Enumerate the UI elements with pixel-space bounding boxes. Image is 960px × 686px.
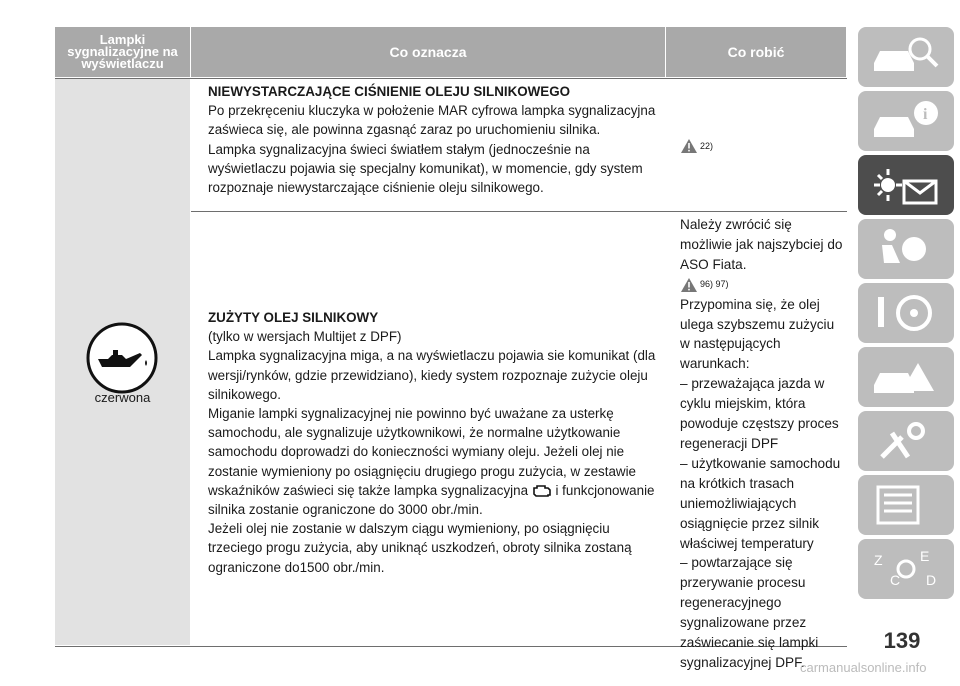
tab-service[interactable]	[858, 411, 954, 471]
row2-action3: – przeważająca jazda w cyklu miejskim, która powoduje częstszy proces regeneracji DPF	[680, 376, 839, 451]
tab-emergency[interactable]	[858, 347, 954, 407]
row1-warning-ref: 22)	[700, 141, 714, 151]
tab-index[interactable]	[858, 539, 954, 599]
svg-text:D: D	[926, 572, 937, 588]
page-number: 139	[883, 628, 921, 653]
row1-para2: Lampka sygnalizacyjna świeci światłem stałym (jednocześnie na wyświetlaczu pojawia się specjalny komunikat), w momencie, gdy system rozpoznaje niewystarczające ciśnienie oleju silnikowego.	[208, 141, 643, 196]
warning-triangle-icon	[680, 138, 698, 154]
svg-text:C: C	[890, 572, 901, 588]
row2-actions	[680, 215, 846, 673]
row2-action2: Przypomina się, że olej ulega szybszemu zużyciu w następujących warunkach:	[680, 296, 835, 372]
header-meaning	[191, 27, 665, 77]
seat-airbag-icon	[868, 225, 944, 273]
table-rule-top	[55, 78, 847, 79]
row1-meaning	[208, 82, 658, 197]
row2-para2b: i funkcjonowanie silnika zostanie ograniczone do 3000 obr./min.	[208, 482, 655, 518]
row2-para1: Lampka sygnalizacyjna miga, a na wyświetlaczu pojawia sie komunikat (dla wersji/rynków, gdzie przewidziano), kiedy system rozpoznaje zużycie oleju silnikowego.	[208, 348, 656, 402]
engine-icon	[532, 483, 552, 498]
row2-para3: Jeżeli olej nie zostanie w dalszym ciągu wymieniony, po osiągnięciu trzeciego progu zużycia, aby uniknąć uszkodzeń, obroty silnika zostaną ograniczone do1500 obr./min.	[208, 521, 632, 575]
header-meaning-label: Co oznacza	[389, 44, 467, 60]
tab-car-info[interactable]	[858, 91, 954, 151]
row2-warning	[680, 275, 846, 295]
car-search-icon	[868, 33, 944, 81]
oil-pressure-icon	[86, 322, 158, 394]
row2-meaning	[208, 308, 658, 577]
row2-title: ZUŻYTY OLEJ SILNIKOWY	[208, 310, 379, 325]
row1-warning	[680, 138, 713, 154]
steering-wheel-icon	[868, 289, 944, 337]
row2-action4: – użytkowanie samochodu na krótkich trasach uniemożliwiających osiągnięcie przez silnik właściwej temperatury	[680, 455, 841, 551]
row1-para1: Po przekręceniu kluczyka w położenie MAR cyfrowa lampka sygnalizacyjna zaświeca się, ale powinna zgasnąć zaraz po uruchomieniu silnika.	[208, 103, 656, 138]
warning-lights-icon	[868, 161, 944, 209]
checklist-icon	[868, 481, 944, 529]
tab-specs[interactable]	[858, 475, 954, 535]
wrench-icon	[868, 417, 944, 465]
svg-text:i: i	[923, 106, 928, 123]
row2-action5: – powtarzające się przerywanie procesu regeneracyjnego sygnalizowane przez zaświecanie się lampki sygnalizacyjnej DPF.	[680, 555, 819, 670]
svg-text:E: E	[920, 548, 930, 564]
header-lamps	[55, 27, 190, 77]
tab-warning-lights[interactable]	[858, 155, 954, 215]
row2-warning-ref: 96) 97)	[700, 278, 729, 289]
tab-seat-airbag[interactable]	[858, 219, 954, 279]
header-action-label: Co robić	[727, 44, 785, 60]
alphabet-index-icon	[868, 545, 944, 593]
lamp-color-label: czerwona	[94, 390, 151, 405]
table-rule-row	[191, 211, 847, 212]
warning-triangle-icon	[680, 277, 698, 293]
car-info-icon	[868, 97, 944, 145]
svg-text:Z: Z	[874, 552, 883, 568]
tab-steering[interactable]	[858, 283, 954, 343]
row2-action1: Należy zwrócić się możliwie jak najszybciej do ASO Fiata.	[680, 217, 843, 272]
row2-para2a: Miganie lampki sygnalizacyjnej nie powinno być uważane za usterkę samochodu, ale sygnalizuje użytkownikowi, że normalne użytkowanie samochodu doprowadzi do konieczności wymiany oleju. Jeżeli olej nie zostanie wymieniony po osiągnięciu drugiego progu zużycia, w zestawie wskaźników zaświeci się także lampka sygnalizacyjna	[208, 406, 636, 498]
watermark: carmanualsonline.info	[800, 660, 927, 675]
car-crash-icon	[868, 353, 944, 401]
tab-car-search[interactable]	[858, 27, 954, 87]
header-action	[666, 27, 846, 77]
header-lamps-label: Lampki sygnalizacyjne na wyświetlaczu	[67, 32, 178, 71]
row1-title: NIEWYSTARCZAJĄCE CIŚNIENIE OLEJU SILNIKOWEGO	[208, 84, 571, 99]
row2-subtitle: (tylko w wersjach Multijet z DPF)	[208, 329, 402, 345]
